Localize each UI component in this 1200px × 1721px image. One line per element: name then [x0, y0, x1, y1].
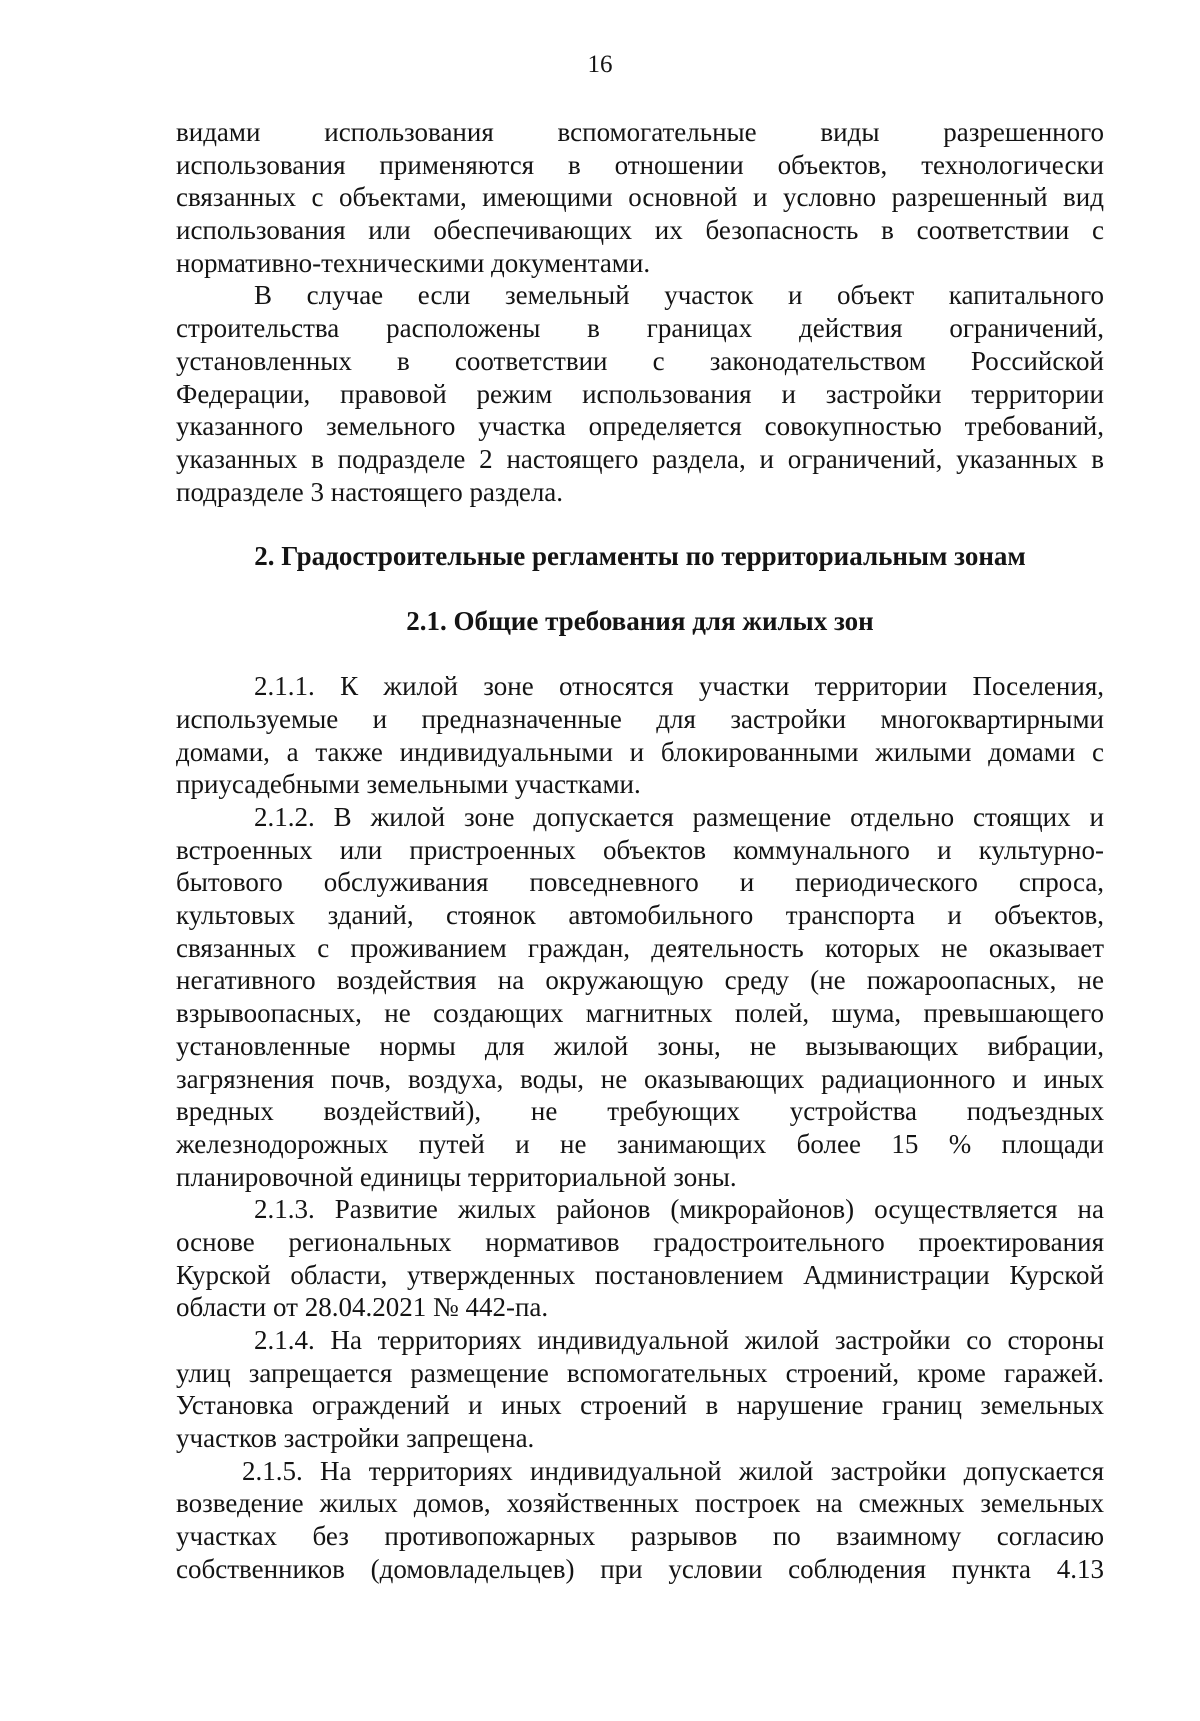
text-line: взрывоопасных, не создающих магнитных полей, шума, превышающего — [176, 998, 1104, 1029]
clause-paragraph — [176, 1324, 1104, 1455]
text-line: области от 28.04.2021 № 442-па. — [176, 1292, 549, 1323]
text-line: Федерации, правовой режим использования и застройки территории — [176, 378, 1104, 409]
text-line: встроенных или пристроенных объектов коммунального и культурно- — [176, 834, 1104, 865]
text-line: домами, а также индивидуальными и блокированными жилыми домами с — [176, 736, 1104, 767]
text-line: вредных воздействий), не требующих устройства подъездных — [176, 1096, 1104, 1127]
text-line: бытового обслуживания повседневного и периодического спроса, — [176, 867, 1104, 898]
section-heading: 2. Градостроительные регламенты по территориальным зонам — [254, 541, 1026, 572]
text-line: планировочной единицы территориальной зоны. — [176, 1161, 737, 1192]
text-line: 2.1.4. На территориях индивидуальной жилой застройки со стороны — [254, 1325, 1104, 1355]
text-line: указанного земельного участка определяется совокупностью требований, — [176, 411, 1104, 442]
text-line: 2.1.1. К жилой зоне относятся участки территории Поселения, — [254, 671, 1104, 702]
text-line: подразделе 3 настоящего раздела. — [176, 476, 564, 507]
text-line: В случае если земельный участок и объект капитального — [254, 280, 1104, 311]
items-block — [176, 670, 1104, 1585]
page-content — [176, 116, 1104, 1586]
text-line: собственников (домовладельцев) при условии соблюдения пункта 4.13 — [176, 1553, 1104, 1584]
text-line: 2.1.3. Развитие жилых районов (микрорайонов) осуществляется на — [254, 1194, 1104, 1225]
text-line: 2.1.2. В жилой зоне допускается размещение отдельно стоящих и — [254, 802, 1104, 832]
text-line: негативного воздействия на окружающую среду (не пожароопасных, не — [176, 965, 1104, 996]
clause-paragraph — [176, 1455, 1104, 1586]
subsection-heading: 2.1. Общие требования для жилых зон — [406, 606, 874, 637]
clause-paragraph — [176, 670, 1104, 801]
text-line: связанных с проживанием граждан, деятельность которых не оказывает — [176, 932, 1104, 963]
page-number: 16 — [587, 51, 613, 78]
text-line: основе региональных нормативов градостроительного проектирования — [176, 1226, 1104, 1257]
text-line: загрязнения почв, воздуха, воды, не оказывающих радиационного и иных — [176, 1063, 1104, 1094]
text-line: нормативно-техническими документами. — [176, 247, 651, 278]
text-line: участках без противопожарных разрывов по взаимному согласию — [176, 1521, 1104, 1552]
text-line: видами использования вспомогательные виды разрешенного — [176, 117, 1104, 147]
clause-paragraph — [176, 1193, 1104, 1324]
text-line: участков застройки запрещена. — [176, 1423, 535, 1454]
text-line: используемые и предназначенные для застройки многоквартирными — [176, 703, 1104, 734]
text-line: возведение жилых домов, хозяйственных построек на смежных земельных — [176, 1488, 1104, 1519]
text-line: 2.1.5. На территориях индивидуальной жилой застройки допускается — [242, 1455, 1104, 1486]
text-line: связанных с объектами, имеющими основной и условно разрешенный вид — [176, 182, 1104, 213]
text-line: культовых зданий, стоянок автомобильного транспорта и объектов, — [176, 900, 1104, 931]
text-line: использования применяются в отношении объектов, технологически — [176, 149, 1104, 180]
text-line: улиц запрещается размещение вспомогательных строений, кроме гаражей. — [176, 1357, 1104, 1388]
intro-paragraph — [176, 116, 1104, 279]
text-line: Установка ограждений и иных строений в нарушение границ земельных — [176, 1390, 1104, 1421]
intro-paragraph — [176, 279, 1104, 508]
text-line: установленные нормы для жилой зоны, не вызывающих вибрации, — [176, 1030, 1104, 1061]
text-line: железнодорожных путей и не занимающих более 15 % площади — [176, 1128, 1104, 1159]
text-line: указанных в подразделе 2 настоящего раздела, и ограничений, указанных в — [176, 443, 1104, 474]
text-line: приусадебными земельными участками. — [176, 769, 641, 800]
text-line: установленных в соответствии с законодательством Российской — [176, 345, 1104, 376]
clause-paragraph — [176, 801, 1104, 1193]
text-line: строительства расположены в границах действия ограничений, — [176, 313, 1104, 344]
text-line: использования или обеспечивающих их безопасность в соответствии с — [176, 215, 1104, 246]
text-line: Курской области, утвержденных постановлением Администрации Курской — [176, 1259, 1104, 1290]
intro-block — [176, 116, 1104, 508]
